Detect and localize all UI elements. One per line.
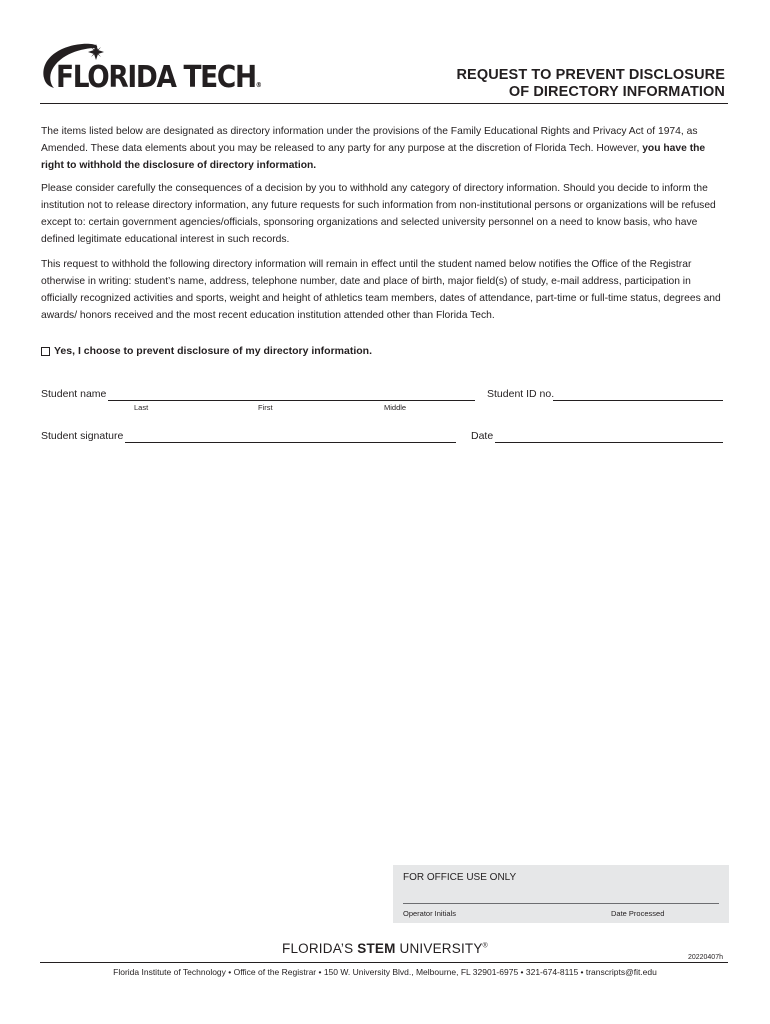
office-use-field[interactable] <box>403 903 719 904</box>
student-name-field[interactable] <box>108 400 475 401</box>
title-divider <box>40 103 728 104</box>
logo-wordmark: FLORIDA TECH® <box>56 60 262 95</box>
office-use-box <box>393 865 729 923</box>
first-name-caption: First <box>258 403 273 412</box>
office-use-title: FOR OFFICE USE ONLY <box>403 872 517 883</box>
middle-name-caption: Middle <box>384 403 407 412</box>
student-name-label: Student name <box>41 388 107 400</box>
prevent-disclosure-checkbox[interactable] <box>41 347 50 356</box>
form-version: 20220407h <box>687 954 723 961</box>
date-processed-caption: Date Processed <box>611 909 665 918</box>
last-name-caption: Last <box>134 403 149 412</box>
paragraph-consequences: Please consider carefully the consequences of a decision by you to withhold any category of directory information. Should you decide to inform the institution not to release directory information, any future requests for such information from non-institutional persons or organizations will be refused except to: certain government agencies/officials, sponsoring organizations and selected university personnel on a need to know basis, who have defined legitimate educational interest in such records. <box>41 183 716 245</box>
stem-tagline: FLORIDA’S STEM UNIVERSITY® <box>282 941 488 956</box>
florida-tech-logo <box>38 40 262 102</box>
prevent-disclosure-label: Yes, I choose to prevent disclosure of my directory information. <box>54 345 372 357</box>
footer-divider <box>40 962 728 963</box>
student-id-label: Student ID no. <box>487 388 555 400</box>
right-to-withhold: you have the right to withhold the disclosure of directory information. <box>41 143 706 171</box>
paragraph-ferpa: The items listed below are designated as directory information under the provisions of the Family Educational Rights and Privacy Act of 1974, as Amended. These data elements about you may be released to any party for any purpose at the discretion of Florida Tech. However, you have the right to withhold the disclosure of directory information. <box>41 126 706 171</box>
form-title-line2: OF DIRECTORY INFORMATION <box>508 84 725 100</box>
form-title <box>456 67 725 101</box>
student-id-field[interactable] <box>553 400 723 401</box>
paragraph-withhold-scope: This request to withhold the following directory information will remain in effect until the student named below notifies the Office of the Registrar otherwise in writing: student’s name, address, telephone number, date and place of birth, major field(s) of study, e-mail address, participation in officially recognized activities and sports, weight and height of athletics team members, dates of attendance, part-time or full-time status, degrees and awards/ honors received and the most recent education institution attended other than Florida Tech. <box>41 259 721 321</box>
form-title-line1: REQUEST TO PREVENT DISCLOSURE <box>456 67 725 83</box>
operator-initials-caption: Operator Initials <box>403 909 456 918</box>
date-label: Date <box>471 430 494 442</box>
footer-contact: Florida Institute of Technology • Office of the Registrar • 150 W. University Blvd., Melbourne, FL 32901-6975 • 321-674-8115 • transcripts@fit.edu <box>113 967 657 977</box>
prevent-disclosure-option[interactable] <box>41 345 372 357</box>
student-signature-field[interactable] <box>125 442 456 443</box>
student-signature-label: Student signature <box>41 430 124 442</box>
date-field[interactable] <box>495 442 723 443</box>
